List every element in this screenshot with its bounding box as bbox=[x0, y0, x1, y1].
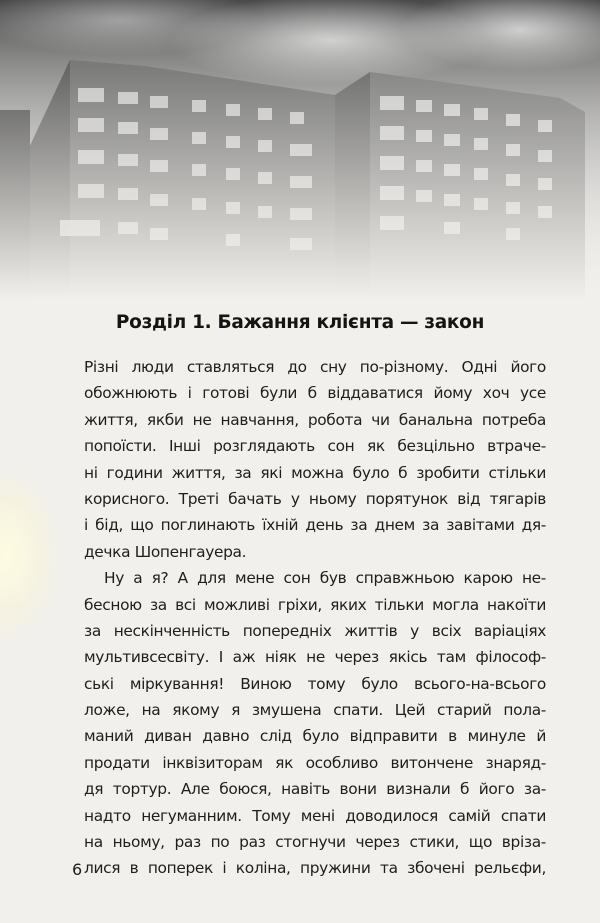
header-photo-apartment-building bbox=[0, 0, 600, 300]
text-line: попоїсти. Інші розглядають сон як безцільно втраче- bbox=[84, 437, 546, 456]
text-line: обожнюють і готові були б віддаватися йому хоч усе bbox=[84, 384, 546, 403]
text-line: дя тортур. Але боюся, навіть вони визнали б його за- bbox=[84, 780, 546, 799]
text-line: Ну а я? А для мене сон був справжньою карою не- bbox=[104, 569, 546, 588]
text-line: корисного. Треті бачать у ньому порятунок від тягарів bbox=[84, 489, 546, 508]
text-line: Різні люди ставляться до сну по-різному. Одні його bbox=[84, 358, 546, 376]
chapter-body bbox=[84, 354, 546, 882]
paragraph-2 bbox=[84, 565, 546, 882]
text-line: мультивсесвіту. І аж ніяк не через якісь там філософ- bbox=[84, 648, 546, 667]
text-line: життя, якби не навчання, робота чи банальна потреба bbox=[84, 410, 546, 429]
text-line: за нескінченність попередніх життів у всіх варіаціях bbox=[84, 621, 546, 640]
chapter-title: Розділ 1. Бажання клієнта — закон bbox=[115, 312, 485, 333]
page-number: 6 bbox=[72, 860, 83, 879]
text-line: продати інквізиторам як особливо витончене знаряд- bbox=[84, 753, 546, 772]
page-light-glare bbox=[0, 470, 60, 640]
text-line: лися в поперек і коліна, пружини та збочені рельєфи, bbox=[84, 859, 546, 878]
text-line: ні години життя, за які можна було б зробити стільки bbox=[84, 463, 546, 482]
text-line: і бід, що поглинають їхній день за днем за завітами дя- bbox=[84, 516, 546, 535]
text-line: ські міркування! Виною тому було всього-на-всього bbox=[84, 674, 546, 693]
text-line: надто негуманним. Тому мені доводилося самій спати bbox=[84, 806, 546, 825]
text-line: ложе, на якому я змушена спати. Цей старий пола- bbox=[84, 701, 546, 720]
paragraph-1 bbox=[84, 354, 546, 565]
text-line: на ньому, раз по раз стогнучи через стики, що вріза- bbox=[84, 833, 546, 852]
text-line: маний диван давно слід було відправити в минуле й bbox=[84, 727, 546, 746]
text-line: бесною за всі можливі гріхи, яких тільки могла накоїти bbox=[84, 595, 546, 614]
text-line: дечка Шопенгауера. bbox=[84, 542, 247, 561]
